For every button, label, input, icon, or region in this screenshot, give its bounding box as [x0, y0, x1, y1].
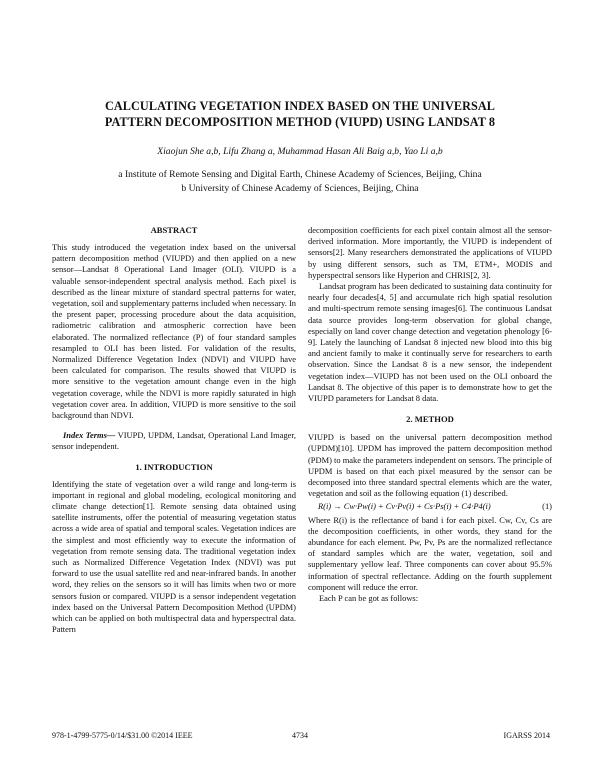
index-terms	[52, 430, 296, 452]
method-para-2: Where R(i) is the reflectance of band i for each pixel. Cw, Cv, Cs are the decomposition coefficients, in other words, they stand for the abundance for each element. Pw, Pv, Ps are the normalized reflectance of standard samples which are the water, vegetation, soil and supplementary yellow leaf. Three components can cover about 95.5% information of spectral reflectance. Adding on the fourth supplement component will reduce the error.	[308, 514, 552, 592]
footer-copyright: 978-1-4799-5775-0/14/$31.00 ©2014 IEEE	[52, 731, 193, 740]
title-line-1: CALCULATING VEGETATION INDEX BASED ON THE UNIVERSAL	[105, 99, 495, 113]
abstract-text: This study introduced the vegetation index based on the universal pattern decomposition method (VIUPD) and then applied on a new sensor—Landsat 8 Operational Land Imager (OLI). VIUPD is a valuable sensor-independent spectral analysis method. Each pixel is described as the linear mixture of standard spectral patterns for water, vegetation, soil and supplementary patterns included when necessary. In the present paper, processing procedure about the data acquisition, radiometric calibration and atmospheric correction have been elaborated. The normalized reflectance (P) of four standard samples resampled to OLI has been listed. For validation of the results, Normalized Difference Vegetation Index (NDVI) and VIUPD have been calculated for comparison. The results showed that VIUPD is more sensitive to the vegetation amount change even in the high vegetation coverage, while the NDVI is more rapidly saturated in high vegetation cover area. In addition, VIUPD is more sensitive to the soil background than NDVI.	[52, 242, 296, 421]
affiliation-a: a Institute of Remote Sensing and Digital Earth, Chinese Academy of Sciences, Beijing, China	[118, 169, 482, 180]
index-terms-label: Index Terms—	[63, 430, 116, 441]
right-para-2: Landsat program has been dedicated to sustaining data continuity for nearly four decades[4, 5] and accumulate rich high spatial resolution and multi-spectrum remote sensing images[6]. The continuous Landsat data source provides long-term observation for global change, especially on land cover change detection and vegetation phenology [6-9]. Lately the launching of Landsat 8 injected new blood into this big and ancient family to make it continually serve for researchers to earth observation. Since the Landsat 8 is a new sensor, the independent vegetation index—VIUPD has not been used on the OLI onboard the Landsat 8. The objective of this paper is to demonstrate how to get the VIUPD parameters for Landsat 8 data.	[308, 281, 552, 404]
method-heading: 2. METHOD	[406, 414, 454, 425]
equation-number: (1)	[542, 501, 552, 512]
introduction-text: Identifying the state of vegetation over a wild range and long-term is important in regional and global modeling, ecological monitoring and climate change detection[1]. Remote sensing data obtained using satellite instruments, offer the potential of measuring vegetation status across a wide area of spatial and temporal scales. Vegetation indices are the simplest and most efficiently way to execute the information of vegetation from remote sensing data. The traditional vegetation index such as Normalized Difference Vegetation Index (NDVI) was put forward to use the usual satellite red and near-infrared bands. In another word, they relies on the sensors so it will has limits when two or more sensors fusion or compared. VIUPD is a sensor independent vegetation index based on the Universal Pattern Decomposition Method (UPDM) which can be applied on both multispectral data and hyperspectral data. Pattern	[52, 478, 296, 635]
abstract-heading: ABSTRACT	[150, 225, 198, 235]
author-list: Xiaojun She a,b, Lifu Zhang a, Muhammad Hasan Ali Baig a,b, Yao Li a,b	[157, 146, 443, 157]
title-line-2: PATTERN DECOMPOSITION METHOD (VIUPD) USING LANDSAT 8	[104, 115, 496, 129]
method-para-1: VIUPD is based on the universal pattern decomposition method (UPDM)[10]. UPDM has improved the pattern decomposition method (PDM) to make the parameters independent on sensors. The principle of UPDM is based on that each pixel measured by the sensor can be decomposed into three standard spectral elements which are the water, vegetation and soil as the following equation (1) described.	[308, 432, 552, 499]
right-column	[308, 225, 552, 604]
footer-conference: IGARSS 2014	[503, 731, 550, 740]
equation-formula: R(i) → Cw·Pw(i) + Cv·Pv(i) + Cs·Ps(i) + C4·P4(i)	[318, 501, 491, 512]
affiliation-b: b University of Chinese Academy of Sciences, Beijing, China	[181, 183, 419, 194]
introduction-heading: 1. INTRODUCTION	[135, 461, 213, 472]
index-terms-text: VIUPD, UPDM, Landsat, Operational Land Imager, sensor independent.	[52, 430, 296, 452]
paper-title	[40, 98, 560, 130]
left-column	[52, 225, 296, 636]
equation-1	[308, 501, 552, 512]
method-para-3: Each P can be got as follows:	[319, 593, 419, 604]
right-para-1: decomposition coefficients for each pixel contain almost all the sensor-derived information. More importantly, the VIUPD is independent of sensors[2]. Many researchers demonstrated the applications of VIUPD by using different sensors, such as TM, ETM+, MODIS and hyperspectral sensors like Hyperion and CHRIS[2, 3].	[308, 225, 552, 280]
footer-page-number: 4734	[292, 731, 308, 740]
